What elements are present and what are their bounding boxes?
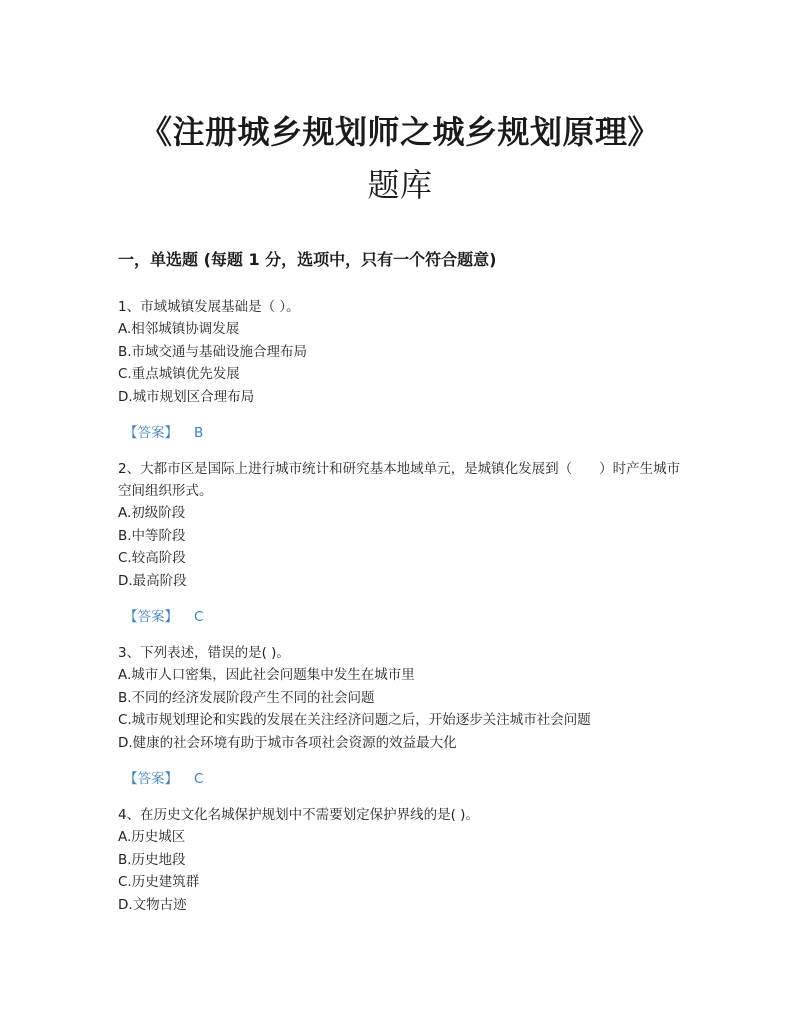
- section-heading: 一，单选题 (每题 1 分，选项中，只有一个符合题意): [118, 250, 497, 269]
- option-a: A.初级阶段: [118, 505, 186, 521]
- question-stem: 1、市域城镇发展基础是（ ）。: [118, 299, 300, 315]
- option-c: C.历史建筑群: [118, 874, 200, 890]
- option-c: C.城市规划理论和实践的发展在关注经济问题之后，开始逐步关注城市社会问题: [118, 712, 591, 728]
- answer-label: 【答案】: [124, 425, 178, 441]
- question-stem: 3、下列表述，错误的是( )。: [118, 645, 290, 661]
- option-a: A.相邻城镇协调发展: [118, 321, 240, 337]
- document-title: 《注册城乡规划师之城乡规划原理》: [139, 113, 660, 151]
- option-d: D.文物古迹: [118, 896, 187, 913]
- question-4: [118, 804, 688, 916]
- question-stem: 4、在历史文化名城保护规划中不需要划定保护界线的是( )。: [118, 807, 479, 823]
- option-b: B.中等阶段: [118, 527, 186, 544]
- answer-line: [118, 422, 688, 444]
- answer-label: 【答案】: [124, 771, 178, 787]
- answer-line: [118, 606, 688, 628]
- question-list: [118, 296, 688, 916]
- option-d: D.城市规划区合理布局: [118, 388, 255, 405]
- answer-value: B: [194, 425, 204, 441]
- option-c: C.重点城镇优先发展: [118, 366, 240, 382]
- answer-value: C: [194, 771, 204, 787]
- question-2: [118, 458, 688, 628]
- option-b: B.历史地段: [118, 851, 186, 868]
- answer-value: C: [194, 609, 204, 625]
- option-d: D.健康的社会环境有助于城市各项社会资源的效益最大化: [118, 734, 457, 751]
- option-a: A.城市人口密集，因此社会问题集中发生在城市里: [118, 667, 415, 683]
- option-d: D.最高阶段: [118, 572, 187, 589]
- answer-label: 【答案】: [124, 609, 178, 625]
- document-subtitle: 题库: [367, 166, 433, 204]
- question-stem: 2、大都市区是国际上进行城市统计和研究基本地域单元，是城镇化发展到（ ）时产生城市空间组织形式。: [118, 461, 681, 499]
- question-1: [118, 296, 688, 444]
- option-a: A.历史城区: [118, 829, 186, 845]
- option-b: B.市域交通与基础设施合理布局: [118, 343, 308, 360]
- option-b: B.不同的经济发展阶段产生不同的社会问题: [118, 689, 375, 706]
- answer-line: [118, 768, 688, 790]
- question-3: [118, 642, 688, 790]
- option-c: C.较高阶段: [118, 550, 186, 566]
